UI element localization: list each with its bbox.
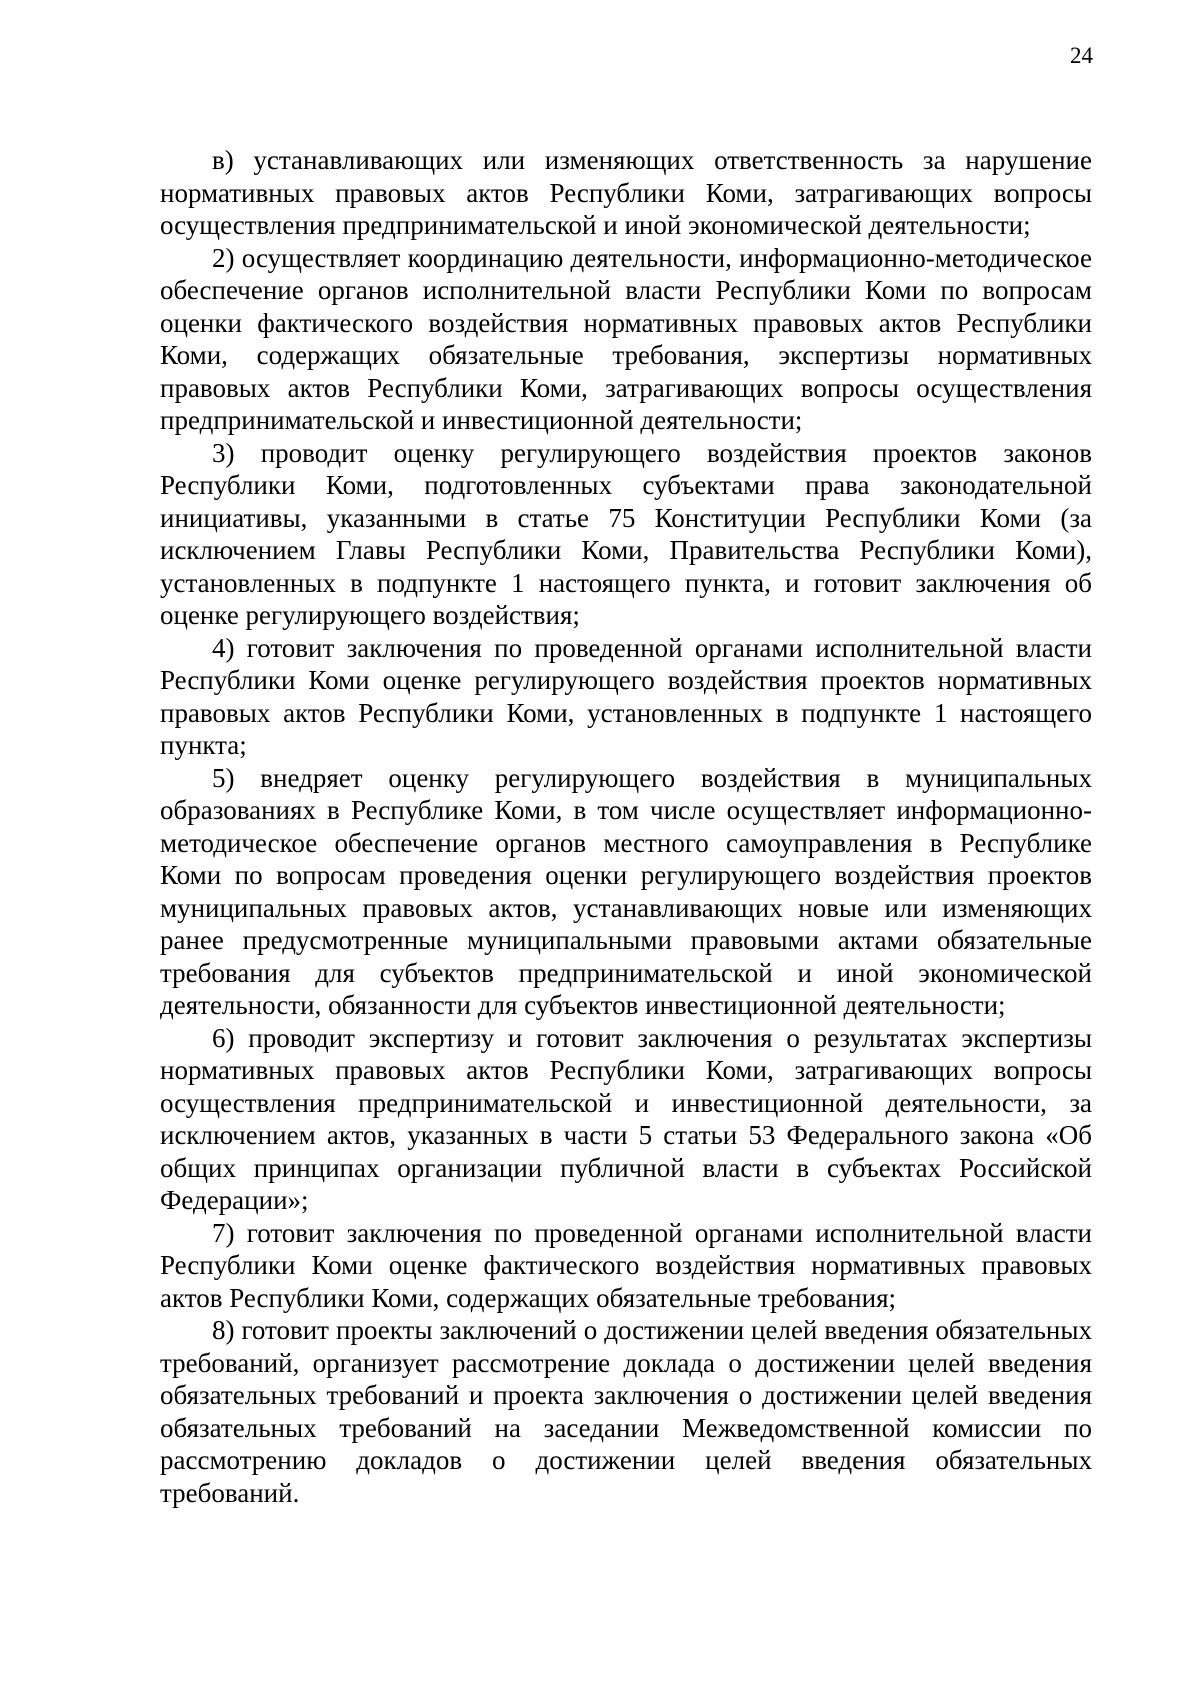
paragraph-2: 2) осуществляет координацию деятельности, информационно-методическое обеспечение органов исполнительной власти Республики Коми по вопросам оценки фактического воздействия нормативных правовых актов Республики Коми, содержащих обязательные требования, экспертизы нормативных правовых актов Республики Коми, затрагивающих вопросы осуществления предпринимательской и инвестиционной деятельности;: [160, 242, 1092, 435]
paragraph-4: 4) готовит заключения по проведенной органами исполнительной власти Республики Коми оценке регулирующего воздействия проектов нормативных правовых актов Республики Коми, установленных в подпункте 1 настоящего пункта;: [160, 632, 1092, 760]
paragraph-5: 5) внедряет оценку регулирующего воздействия в муниципальных образованиях в Республике Коми, в том числе осуществляет информационно-методическое обеспечение органов местного самоуправления в Республике Коми по вопросам проведения оценки регулирующего воздействия проектов муниципальных правовых актов, устанавливающих новые или изменяющих ранее предусмотренные муниципальными правовыми актами обязательные требования для субъектов предпринимательской и иной экономической деятельности, обязанности для субъектов инвестиционной деятельности;: [160, 762, 1092, 1020]
document-body: [160, 144, 1092, 1509]
paragraph-8: 8) готовит проекты заключений о достижении целей введения обязательных требований, организует рассмотрение доклада о достижении целей введения обязательных требований и проекта заключения о достижении целей введения обязательных требований на заседании Межведомственной комиссии по рассмотрению докладов о достижении целей введения обязательных требований.: [160, 1315, 1092, 1508]
paragraph-6: 6) проводит экспертизу и готовит заключения о результатах экспертизы нормативных правовых актов Республики Коми, затрагивающих вопросы осуществления предпринимательской и инвестиционной деятельности, за исключением актов, указанных в части 5 статьи 53 Федерального закона «Об общих принципах организации публичной власти в субъектах Российской Федерации»;: [160, 1022, 1092, 1215]
page-number: 24: [1070, 43, 1093, 68]
paragraph-7: 7) готовит заключения по проведенной органами исполнительной власти Республики Коми оценке фактического воздействия нормативных правовых актов Республики Коми, содержащих обязательные требования;: [160, 1217, 1092, 1313]
paragraph-v: в) устанавливающих или изменяющих ответственность за нарушение нормативных правовых актов Республики Коми, затрагивающих вопросы осуществления предпринимательской и иной экономической деятельности;: [160, 145, 1092, 240]
paragraph-3: 3) проводит оценку регулирующего воздействия проектов законов Республики Коми, подготовленных субъектами права законодательной инициативы, указанными в статье 75 Конституции Республики Коми (за исключением Главы Республики Коми, Правительства Республики Коми), установленных в подпункте 1 настоящего пункта, и готовит заключения об оценке регулирующего воздействия;: [160, 437, 1092, 630]
